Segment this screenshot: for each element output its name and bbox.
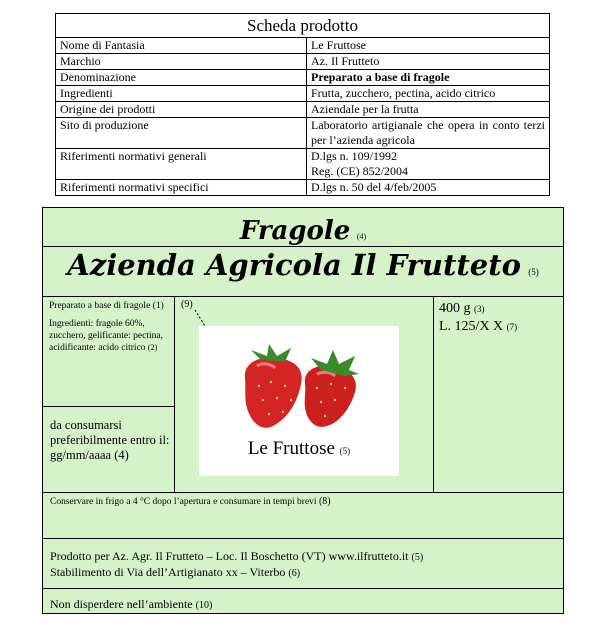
table-row	[56, 149, 550, 180]
environment-note: (10)	[195, 600, 213, 611]
table-row	[56, 86, 550, 102]
table-row	[56, 102, 550, 118]
producer-line-2-note: (6)	[288, 568, 301, 579]
producer-line-1-note: (5)	[411, 552, 424, 563]
row-value: Aziendale per la frutta	[307, 102, 550, 118]
product-photo	[199, 326, 399, 476]
ingredients-note: (2)	[147, 343, 158, 352]
divider	[43, 246, 563, 247]
lot-number: L. 125/X X	[439, 319, 504, 334]
row-label: Marchio	[56, 54, 307, 70]
row-label: Denominazione	[56, 70, 307, 86]
environment-text: Non disperdere nell’ambiente	[50, 597, 193, 611]
label-title	[43, 216, 563, 246]
divider	[433, 296, 434, 492]
producer-info	[50, 549, 423, 581]
row-value: D.lgs n. 50 del 4/feb/2005	[307, 180, 550, 196]
row-value-line: D.lgs n. 109/1992	[311, 149, 398, 163]
expiry-text: da consumarsi preferibilmente entro il:	[50, 418, 170, 447]
row-value	[307, 70, 550, 86]
row-label: Riferimenti normativi generali	[56, 149, 307, 180]
divider	[174, 296, 175, 492]
product-name: Preparato a base di fragole	[49, 301, 151, 311]
expiry-note: (4)	[114, 448, 129, 462]
row-label: Ingredienti	[56, 86, 307, 102]
storage-note: (8)	[318, 496, 331, 507]
table-row	[56, 180, 550, 196]
producer-line-2: Stabilimento di Via dell’Artigianato xx – Viterbo	[50, 565, 286, 579]
environment-notice	[50, 597, 212, 612]
storage-text: Conservare in frigo a 4 °C dopo l’apertura e consumare in tempi brevi	[50, 497, 317, 507]
row-value-line: Reg. (CE) 852/2004	[311, 164, 408, 178]
table-row	[56, 118, 550, 149]
product-sheet-table	[55, 13, 550, 196]
brand-text: Le Fruttose	[247, 438, 335, 459]
company-title-text: Azienda Agricola Il Frutteto	[67, 248, 521, 282]
product-label	[42, 207, 564, 614]
row-value: Laboratorio artigianale che opera in conto terzi per l’azienda agricola	[307, 118, 550, 149]
denominazione-value: Preparato a base di fragole	[311, 70, 450, 84]
table-row	[56, 70, 550, 86]
image-note: (9)	[181, 299, 193, 310]
row-label: Riferimenti normativi specifici	[56, 180, 307, 196]
producer-line-1: Prodotto per Az. Agr. Il Frutteto – Loc. Il Boschetto (VT) www.ilfrutteto.it	[50, 549, 409, 563]
brand-note: (5)	[339, 446, 351, 456]
row-value: Az. Il Frutteto	[307, 54, 550, 70]
product-name-note: (1)	[152, 301, 164, 311]
divider	[43, 538, 563, 539]
sheet-title: Scheda prodotto	[56, 14, 550, 38]
table-row	[56, 38, 550, 54]
brand-name	[199, 438, 399, 460]
row-label: Sito di produzione	[56, 118, 307, 149]
label-title-text: Fragole	[239, 216, 351, 246]
lot-note: (7)	[506, 322, 518, 332]
divider	[43, 492, 563, 493]
storage-instructions	[50, 496, 331, 507]
row-label: Nome di Fantasia	[56, 38, 307, 54]
divider	[43, 406, 174, 407]
label-title-note: (4)	[356, 232, 367, 241]
divider	[43, 588, 563, 589]
net-weight: 400 g	[439, 301, 471, 316]
ingredients-text: Ingredienti: fragole 60%, zucchero, gelificante: pectina, acidificante: acido citrico	[49, 319, 163, 353]
product-description	[49, 300, 171, 360]
row-value	[307, 149, 550, 180]
row-value: Le Fruttose	[307, 38, 550, 54]
strawberries-image	[199, 326, 399, 436]
company-title	[43, 248, 563, 283]
company-title-note: (5)	[528, 267, 539, 277]
divider	[43, 296, 563, 297]
table-row	[56, 54, 550, 70]
row-value: Frutta, zucchero, pectina, acido citrico	[307, 86, 550, 102]
expiry-date: gg/mm/aaaa	[50, 448, 112, 462]
row-label: Origine dei prodotti	[56, 102, 307, 118]
net-weight-note: (3)	[474, 304, 485, 314]
weight-lot-box	[439, 300, 559, 336]
expiry-box	[50, 418, 172, 463]
